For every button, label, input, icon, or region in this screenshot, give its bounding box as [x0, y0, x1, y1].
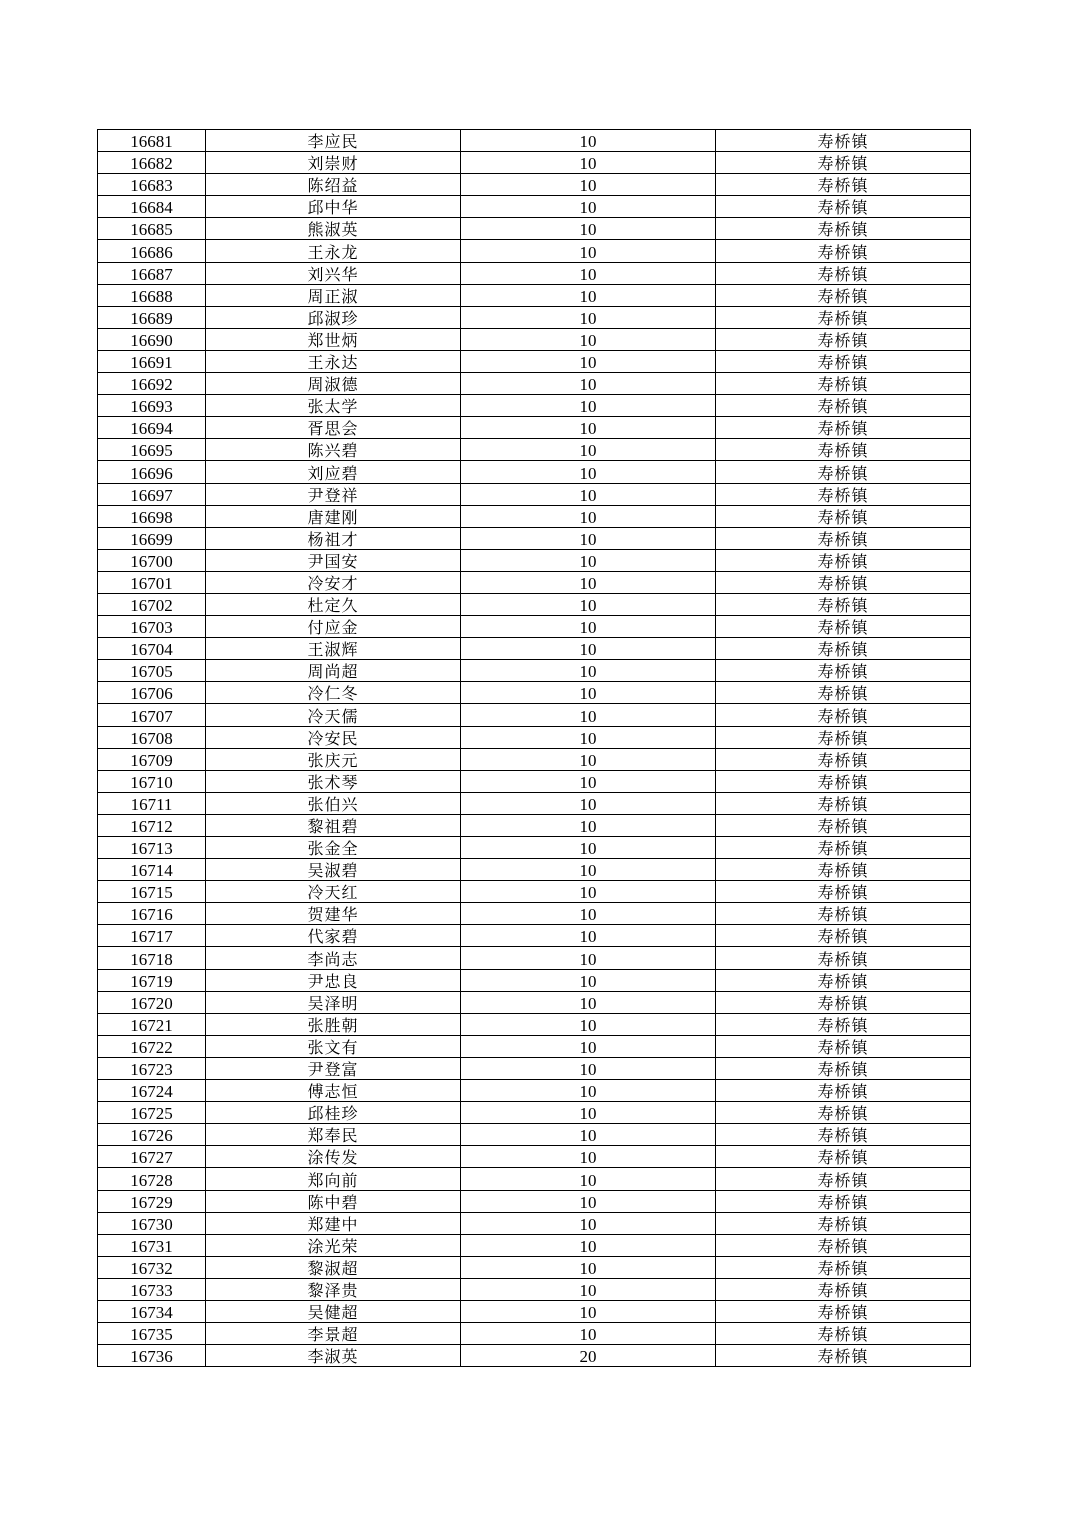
table-row	[98, 527, 971, 549]
cell-amount: 10	[461, 1146, 716, 1168]
cell-name: 吴淑碧	[206, 859, 461, 881]
cell-name: 涂传发	[206, 1146, 461, 1168]
cell-town: 寿桥镇	[716, 903, 971, 925]
cell-amount: 10	[461, 130, 716, 152]
data-table	[97, 129, 971, 1367]
cell-id: 16725	[98, 1102, 206, 1124]
cell-town: 寿桥镇	[716, 350, 971, 372]
cell-amount: 10	[461, 328, 716, 350]
cell-town: 寿桥镇	[716, 152, 971, 174]
cell-amount: 10	[461, 306, 716, 328]
cell-id: 16683	[98, 174, 206, 196]
cell-name: 冷安民	[206, 726, 461, 748]
table-row	[98, 483, 971, 505]
cell-name: 王淑辉	[206, 638, 461, 660]
cell-name: 张文有	[206, 1035, 461, 1057]
cell-id: 16721	[98, 1013, 206, 1035]
cell-town: 寿桥镇	[716, 1168, 971, 1190]
cell-name: 李淑英	[206, 1345, 461, 1367]
cell-amount: 20	[461, 1345, 716, 1367]
cell-amount: 10	[461, 395, 716, 417]
cell-town: 寿桥镇	[716, 726, 971, 748]
cell-id: 16730	[98, 1212, 206, 1234]
table-row	[98, 461, 971, 483]
cell-id: 16734	[98, 1300, 206, 1322]
cell-name: 李尚志	[206, 947, 461, 969]
cell-name: 邱淑珍	[206, 306, 461, 328]
cell-amount: 10	[461, 1234, 716, 1256]
cell-town: 寿桥镇	[716, 1013, 971, 1035]
table-row	[98, 1278, 971, 1300]
cell-amount: 10	[461, 881, 716, 903]
cell-id: 16689	[98, 306, 206, 328]
cell-name: 郑奉民	[206, 1124, 461, 1146]
cell-name: 涂光荣	[206, 1234, 461, 1256]
cell-town: 寿桥镇	[716, 837, 971, 859]
table-row	[98, 881, 971, 903]
cell-amount: 10	[461, 1300, 716, 1322]
table-row	[98, 218, 971, 240]
cell-name: 刘兴华	[206, 262, 461, 284]
cell-amount: 10	[461, 660, 716, 682]
cell-id: 16732	[98, 1256, 206, 1278]
cell-id: 16724	[98, 1080, 206, 1102]
cell-id: 16711	[98, 792, 206, 814]
cell-id: 16685	[98, 218, 206, 240]
table-row	[98, 549, 971, 571]
cell-id: 16714	[98, 859, 206, 881]
table-row	[98, 748, 971, 770]
cell-town: 寿桥镇	[716, 1345, 971, 1367]
cell-id: 16712	[98, 814, 206, 836]
cell-amount: 10	[461, 991, 716, 1013]
cell-id: 16702	[98, 593, 206, 615]
cell-id: 16708	[98, 726, 206, 748]
cell-town: 寿桥镇	[716, 593, 971, 615]
cell-town: 寿桥镇	[716, 328, 971, 350]
cell-name: 陈绍益	[206, 174, 461, 196]
cell-town: 寿桥镇	[716, 461, 971, 483]
cell-name: 冷天儒	[206, 704, 461, 726]
cell-name: 张伯兴	[206, 792, 461, 814]
table-row	[98, 616, 971, 638]
cell-id: 16686	[98, 240, 206, 262]
cell-town: 寿桥镇	[716, 439, 971, 461]
cell-amount: 10	[461, 682, 716, 704]
cell-amount: 10	[461, 770, 716, 792]
table-row	[98, 284, 971, 306]
cell-amount: 10	[461, 726, 716, 748]
table-row	[98, 174, 971, 196]
cell-id: 16736	[98, 1345, 206, 1367]
table-row	[98, 814, 971, 836]
cell-town: 寿桥镇	[716, 792, 971, 814]
cell-town: 寿桥镇	[716, 704, 971, 726]
table-row	[98, 903, 971, 925]
cell-town: 寿桥镇	[716, 1234, 971, 1256]
cell-name: 周正淑	[206, 284, 461, 306]
cell-amount: 10	[461, 969, 716, 991]
table-row	[98, 1212, 971, 1234]
cell-id: 16729	[98, 1190, 206, 1212]
cell-amount: 10	[461, 152, 716, 174]
cell-name: 黎祖碧	[206, 814, 461, 836]
cell-name: 尹忠良	[206, 969, 461, 991]
cell-town: 寿桥镇	[716, 814, 971, 836]
cell-town: 寿桥镇	[716, 395, 971, 417]
cell-name: 刘应碧	[206, 461, 461, 483]
cell-name: 熊淑英	[206, 218, 461, 240]
cell-id: 16698	[98, 505, 206, 527]
cell-amount: 10	[461, 947, 716, 969]
cell-id: 16692	[98, 373, 206, 395]
cell-town: 寿桥镇	[716, 1190, 971, 1212]
cell-name: 张胜朝	[206, 1013, 461, 1035]
cell-town: 寿桥镇	[716, 417, 971, 439]
cell-amount: 10	[461, 439, 716, 461]
cell-amount: 10	[461, 218, 716, 240]
table-row	[98, 417, 971, 439]
cell-amount: 10	[461, 1057, 716, 1079]
table-row	[98, 593, 971, 615]
table-row	[98, 704, 971, 726]
cell-name: 邱桂珍	[206, 1102, 461, 1124]
cell-name: 杨祖才	[206, 527, 461, 549]
cell-id: 16694	[98, 417, 206, 439]
cell-amount: 10	[461, 1256, 716, 1278]
cell-name: 吴泽明	[206, 991, 461, 1013]
cell-town: 寿桥镇	[716, 549, 971, 571]
cell-amount: 10	[461, 593, 716, 615]
table-row	[98, 1035, 971, 1057]
cell-town: 寿桥镇	[716, 881, 971, 903]
cell-id: 16717	[98, 925, 206, 947]
cell-amount: 10	[461, 638, 716, 660]
cell-amount: 10	[461, 240, 716, 262]
cell-town: 寿桥镇	[716, 527, 971, 549]
cell-id: 16687	[98, 262, 206, 284]
cell-amount: 10	[461, 527, 716, 549]
cell-id: 16731	[98, 1234, 206, 1256]
table-row	[98, 1080, 971, 1102]
cell-name: 傅志恒	[206, 1080, 461, 1102]
cell-name: 王永龙	[206, 240, 461, 262]
cell-amount: 10	[461, 859, 716, 881]
cell-town: 寿桥镇	[716, 174, 971, 196]
cell-id: 16727	[98, 1146, 206, 1168]
table-row	[98, 925, 971, 947]
cell-amount: 10	[461, 1278, 716, 1300]
cell-town: 寿桥镇	[716, 306, 971, 328]
table-body	[98, 130, 971, 1367]
cell-id: 16684	[98, 196, 206, 218]
cell-town: 寿桥镇	[716, 1146, 971, 1168]
table-row	[98, 373, 971, 395]
table-row	[98, 1323, 971, 1345]
cell-id: 16693	[98, 395, 206, 417]
cell-town: 寿桥镇	[716, 616, 971, 638]
cell-amount: 10	[461, 549, 716, 571]
cell-id: 16710	[98, 770, 206, 792]
table-row	[98, 991, 971, 1013]
table-row	[98, 328, 971, 350]
cell-amount: 10	[461, 814, 716, 836]
table-row	[98, 505, 971, 527]
cell-name: 唐建刚	[206, 505, 461, 527]
cell-id: 16709	[98, 748, 206, 770]
cell-id: 16713	[98, 837, 206, 859]
cell-town: 寿桥镇	[716, 1102, 971, 1124]
cell-amount: 10	[461, 262, 716, 284]
table-row	[98, 262, 971, 284]
cell-amount: 10	[461, 748, 716, 770]
cell-id: 16697	[98, 483, 206, 505]
cell-name: 李景超	[206, 1323, 461, 1345]
cell-amount: 10	[461, 1323, 716, 1345]
cell-amount: 10	[461, 196, 716, 218]
cell-id: 16699	[98, 527, 206, 549]
cell-name: 吴健超	[206, 1300, 461, 1322]
cell-id: 16691	[98, 350, 206, 372]
cell-id: 16719	[98, 969, 206, 991]
table-row	[98, 1345, 971, 1367]
cell-amount: 10	[461, 1102, 716, 1124]
cell-amount: 10	[461, 1013, 716, 1035]
cell-id: 16700	[98, 549, 206, 571]
cell-town: 寿桥镇	[716, 196, 971, 218]
table-row	[98, 152, 971, 174]
cell-name: 黎淑超	[206, 1256, 461, 1278]
cell-id: 16681	[98, 130, 206, 152]
cell-amount: 10	[461, 350, 716, 372]
table-row	[98, 859, 971, 881]
table-row	[98, 1234, 971, 1256]
cell-town: 寿桥镇	[716, 1278, 971, 1300]
cell-amount: 10	[461, 417, 716, 439]
table-row	[98, 395, 971, 417]
cell-town: 寿桥镇	[716, 925, 971, 947]
cell-town: 寿桥镇	[716, 1323, 971, 1345]
cell-town: 寿桥镇	[716, 130, 971, 152]
cell-id: 16726	[98, 1124, 206, 1146]
cell-amount: 10	[461, 837, 716, 859]
cell-name: 张太学	[206, 395, 461, 417]
cell-name: 尹国安	[206, 549, 461, 571]
table-row	[98, 792, 971, 814]
cell-amount: 10	[461, 1168, 716, 1190]
cell-id: 16703	[98, 616, 206, 638]
cell-name: 郑建中	[206, 1212, 461, 1234]
table-row	[98, 1256, 971, 1278]
cell-town: 寿桥镇	[716, 1057, 971, 1079]
cell-name: 李应民	[206, 130, 461, 152]
cell-amount: 10	[461, 284, 716, 306]
cell-name: 周尚超	[206, 660, 461, 682]
cell-town: 寿桥镇	[716, 1080, 971, 1102]
cell-id: 16733	[98, 1278, 206, 1300]
cell-town: 寿桥镇	[716, 284, 971, 306]
cell-amount: 10	[461, 483, 716, 505]
cell-town: 寿桥镇	[716, 660, 971, 682]
cell-id: 16707	[98, 704, 206, 726]
cell-id: 16720	[98, 991, 206, 1013]
table-row	[98, 1102, 971, 1124]
cell-amount: 10	[461, 1212, 716, 1234]
cell-town: 寿桥镇	[716, 991, 971, 1013]
cell-name: 冷仁冬	[206, 682, 461, 704]
table-row	[98, 240, 971, 262]
cell-amount: 10	[461, 461, 716, 483]
table-row	[98, 1146, 971, 1168]
cell-name: 尹登富	[206, 1057, 461, 1079]
cell-id: 16716	[98, 903, 206, 925]
cell-name: 付应金	[206, 616, 461, 638]
cell-name: 邱中华	[206, 196, 461, 218]
table-row	[98, 350, 971, 372]
cell-name: 郑向前	[206, 1168, 461, 1190]
cell-name: 冷安才	[206, 571, 461, 593]
cell-id: 16722	[98, 1035, 206, 1057]
cell-id: 16718	[98, 947, 206, 969]
table-row	[98, 306, 971, 328]
cell-name: 贺建华	[206, 903, 461, 925]
cell-name: 杜定久	[206, 593, 461, 615]
cell-amount: 10	[461, 704, 716, 726]
cell-name: 陈中碧	[206, 1190, 461, 1212]
cell-name: 张术琴	[206, 770, 461, 792]
cell-name: 王永达	[206, 350, 461, 372]
table-row	[98, 770, 971, 792]
cell-amount: 10	[461, 174, 716, 196]
cell-id: 16704	[98, 638, 206, 660]
cell-amount: 10	[461, 505, 716, 527]
table-row	[98, 1057, 971, 1079]
table-row	[98, 1124, 971, 1146]
cell-town: 寿桥镇	[716, 218, 971, 240]
cell-amount: 10	[461, 925, 716, 947]
cell-town: 寿桥镇	[716, 638, 971, 660]
cell-name: 胥思会	[206, 417, 461, 439]
cell-amount: 10	[461, 1080, 716, 1102]
cell-id: 16715	[98, 881, 206, 903]
cell-town: 寿桥镇	[716, 1256, 971, 1278]
cell-amount: 10	[461, 373, 716, 395]
cell-town: 寿桥镇	[716, 483, 971, 505]
table-row	[98, 196, 971, 218]
cell-town: 寿桥镇	[716, 770, 971, 792]
cell-amount: 10	[461, 571, 716, 593]
cell-name: 陈兴碧	[206, 439, 461, 461]
table-row	[98, 571, 971, 593]
cell-town: 寿桥镇	[716, 1035, 971, 1057]
cell-town: 寿桥镇	[716, 373, 971, 395]
cell-id: 16706	[98, 682, 206, 704]
table-row	[98, 660, 971, 682]
cell-name: 黎泽贵	[206, 1278, 461, 1300]
table-row	[98, 837, 971, 859]
table-row	[98, 947, 971, 969]
cell-id: 16723	[98, 1057, 206, 1079]
cell-town: 寿桥镇	[716, 1124, 971, 1146]
table-row	[98, 682, 971, 704]
cell-amount: 10	[461, 1124, 716, 1146]
cell-id: 16728	[98, 1168, 206, 1190]
cell-amount: 10	[461, 903, 716, 925]
cell-id: 16695	[98, 439, 206, 461]
cell-name: 周淑德	[206, 373, 461, 395]
cell-name: 张庆元	[206, 748, 461, 770]
cell-town: 寿桥镇	[716, 571, 971, 593]
cell-town: 寿桥镇	[716, 1300, 971, 1322]
cell-amount: 10	[461, 616, 716, 638]
cell-amount: 10	[461, 1190, 716, 1212]
cell-name: 代家碧	[206, 925, 461, 947]
table-row	[98, 1300, 971, 1322]
table-row	[98, 638, 971, 660]
table-row	[98, 439, 971, 461]
cell-id: 16701	[98, 571, 206, 593]
table-row	[98, 130, 971, 152]
cell-town: 寿桥镇	[716, 1212, 971, 1234]
cell-id: 16735	[98, 1323, 206, 1345]
cell-name: 尹登祥	[206, 483, 461, 505]
cell-town: 寿桥镇	[716, 505, 971, 527]
table-row	[98, 969, 971, 991]
cell-id: 16696	[98, 461, 206, 483]
table-row	[98, 1190, 971, 1212]
cell-amount: 10	[461, 792, 716, 814]
cell-name: 冷天红	[206, 881, 461, 903]
table-row	[98, 726, 971, 748]
cell-amount: 10	[461, 1035, 716, 1057]
cell-town: 寿桥镇	[716, 947, 971, 969]
cell-id: 16682	[98, 152, 206, 174]
cell-id: 16688	[98, 284, 206, 306]
cell-town: 寿桥镇	[716, 969, 971, 991]
cell-id: 16705	[98, 660, 206, 682]
cell-name: 刘崇财	[206, 152, 461, 174]
cell-name: 张金全	[206, 837, 461, 859]
table-row	[98, 1013, 971, 1035]
cell-town: 寿桥镇	[716, 859, 971, 881]
cell-name: 郑世炳	[206, 328, 461, 350]
cell-town: 寿桥镇	[716, 240, 971, 262]
cell-town: 寿桥镇	[716, 262, 971, 284]
cell-id: 16690	[98, 328, 206, 350]
cell-town: 寿桥镇	[716, 748, 971, 770]
cell-town: 寿桥镇	[716, 682, 971, 704]
table-row	[98, 1168, 971, 1190]
